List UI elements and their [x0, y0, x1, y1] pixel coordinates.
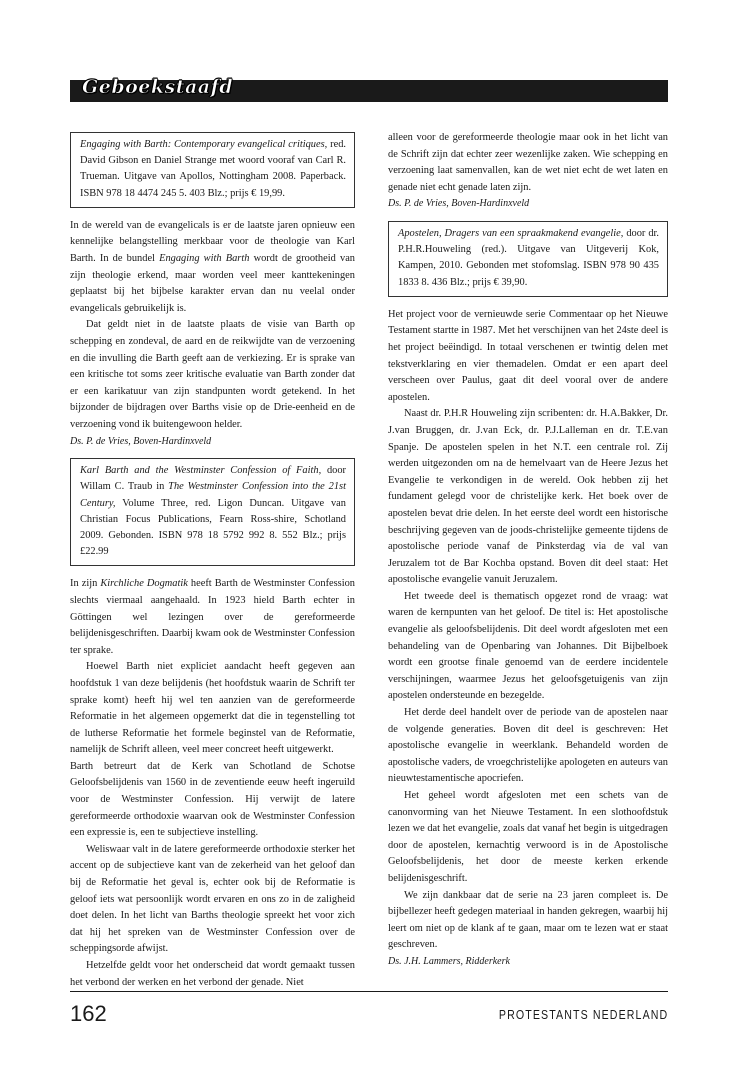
review1-paragraph: In de wereld van de evangelicals is er de laatste jaren opnieuw een kennelijke belangstelling merkbaar voor de theologie van Karl Barth. In de bundel Engaging with Barth wordt de grootheid van zijn theologie erkend, maar worden veel meer kanttekeningen geplaatst bij het bijbelse karakter ervan dan nu veelal onder evangelicals gebruikelijk is. [70, 219, 355, 314]
page-number: 162 [70, 1001, 107, 1026]
review2-paragraph: Hoewel Barth niet expliciet aandacht heeft gegeven aan hoofdstuk 1 van deze belijdenis (het hoofdstuk waarin de Schrift ter sprake komt) heeft hij wel ten aanzien van de gereformeerde Reformatie in het algemeen opgemerkt dat die in tegenstelling tot de lutherse Reformatie het formele beginstel van de Reformatie, namelijk de Schrift alleen, veel meer concreet heeft uitgewerkt. [70, 661, 355, 756]
right-column [388, 130, 668, 979]
review3-paragraph: Het tweede deel is thematisch opgezet rond de vraag: wat waren de kernpunten van het geloof. De titel is: Het apostolische evangelie als geloofsbelijdenis. Dit deel wordt afgesloten met een behandeling van de Openbaring van Johannes. Dit Bijbelboek wordt een grootse finale genoemd van de eerdere incidentele verschijningen, waarmee Jezus het geloofsgetuigenis van zijn apostelen ondersteunde en bezegelde. [388, 590, 668, 702]
review2-book-title: The Westminster Confession into the 21st Century, [80, 481, 346, 509]
section-title: Geboekstaafd [82, 76, 234, 98]
review2-paragraph: In zijn Kirchliche Dogmatik heeft Barth de Westminster Confession slechts viermaal aangehaald. In 1923 hield Barth echter in Göttingen wel lezingen over de gereformeerde belijdenisgeschriften. Daarbij kwam ook de Westminster Confession ter sprake. [70, 578, 356, 656]
review1-bibliographic-box [70, 132, 355, 208]
review1-signature: Ds. P. de Vries, Boven-Hardinxveld [70, 435, 212, 447]
review3-paragraph: Het project voor de vernieuwde serie Commentaar op het Nieuwe Testament startte in 1987. Met het verschijnen van het 24ste deel is het project beëindigd. In totaal verschenen er twintig delen met tekstverklaring en vier themadelen. Omdat er een apart deel verscheen over Paulus, gaat dit deel vooral over de andere apostelen. [388, 308, 668, 403]
footer-rule [70, 991, 668, 992]
review3-signature: Ds. J.H. Lammers, Ridderkerk [388, 955, 510, 967]
review1-paragraph: Dat geldt niet in de laatste plaats de visie van Barth op schepping en zondeval, de aard en de reikwijdte van de verzoening en die invulling die Barth geeft aan de verkiezing. Er is sprake van een kritische tot soms zeer kritische evaluatie van Barth zonder dat er een karikatuur van zijn standpunten wordt getekend. In het bijzonder de bijdragen over Barths visie op de Drie-eenheid en de verzoening vond ik buitengewoon helder. [70, 319, 355, 430]
review2-paragraph-continued: alleen voor de gereformeerde theologie maar ook in het licht van de Schrift zijn dat echter zeer wezenlijke zaken. Wie schepping en verzoening laat samenvallen, kan de wet niet echt de wet laten en genade niet echt genade laten zijn. [388, 132, 668, 193]
review2-signature: Ds. P. de Vries, Boven-Hardinxveld [388, 198, 530, 210]
review1-book-details: red. David Gibson en Daniel Strange met woord vooraf van Carl R. Trueman. Uitgave van Apollos, Nottingham 2008. Paperback. ISBN 978 18 4474 245 5. 403 Blz.; prijs € 19,99. [80, 139, 346, 199]
review2-article-title: Karl Barth and the Westminster Confession of Faith, [80, 465, 322, 477]
review2-paragraph: Barth betreurt dat de Kerk van Schotland de Schotse Geloofsbelijdenis van 1560 in de zeventiende eeuw heeft ingeruild voor de Westminster Confession. Hij verwijt de latere gereformeerde orthodoxie waarvan ook de Westminster Confession een expressie is, een te subjectieve instelling. [70, 760, 355, 839]
review3-paragraph: Het derde deel handelt over de periode van de apostelen naar de volgende generaties. Boven dit deel is geschreven: Het apostolische evangelie in weerklank. Behandeld worden de apostolische vaders, de vroegchristelijke apologeten en auteurs van nieuwtestamentische apocriefen. [388, 707, 668, 785]
review1-book-title: Engaging with Barth: Contemporary evangelical critiques, [80, 139, 328, 150]
review3-bibliographic-box [388, 221, 668, 297]
review3-book-title: Apostelen, Dragers van een spraakmakend evangelie, [398, 227, 624, 239]
review3-book-details: door dr. P.H.R.Houweling (red.). Uitgave van Uitgeverij Kok, Kampen, 2010. Gebonden met stofomslag. ISBN 978 90 435 1833 8. 436 Blz.; prijs € 39,90. [398, 227, 659, 288]
review2-paragraph: Hetzelfde geldt voor het onderscheid dat wordt gemaakt tussen het verbond der werken en het verbond der genade. Niet [70, 960, 355, 988]
review2-paragraph: Weliswaar valt in de latere gereformeerde orthodoxie sterker het accent op de subjectieve kant van de zekerheid van het geloof dan bij de Reformatie het geval is, echter ook bij de Reformatie is geloof iets wat persoonlijk wordt ervaren en ons zo in de zaligheid doet delen. In het licht van Barths theologie spreekt het voor zich dat hij het spreken van de Westminster Confession over de scheppingsorde afwijst. [70, 843, 355, 955]
left-column [70, 132, 355, 991]
review2-bibliographic-box: Karl Barth and the Westminster Confession of Faith, door Willam C. Traub in The Westminster Confession into the 21st Century, Volume Three, red. Ligon Duncan. Uitgave van Christian Focus Publications, Fearn Ross-shire, Schotland 2009. Gebonden. ISBN 978 18 5792 992 8. 552 Blz.; prijs £22.99 [70, 458, 355, 566]
review3-paragraph: Het geheel wordt afgesloten met een schets van de canonvorming van het Nieuwe Testament. In een slothoofdstuk lezen we dat het evangelie, zoals dat vanaf het begin is uitgedragen door de apostelen, kernachtig verwoord is in de Apostolische Geloofsbelijdenis, het door de meeste kerken erkende belijdenisgeschrift. [388, 790, 668, 884]
review3-paragraph: We zijn dankbaar dat de serie na 23 jaren compleet is. De bijbellezer heeft gedegen materiaal in handen gekregen, waarbij hij leert om niet op de klank af te gaan, maar om te lezen wat er staat geschreven. [388, 889, 668, 951]
publication-name: PROTESTANTS NEDERLAND [498, 1008, 668, 1022]
review3-paragraph: Naast dr. P.H.R Houweling zijn scribenten: dr. H.A.Bakker, Dr. J.van Bruggen, dr. J.van Eck, dr. P.J.Lalleman en dr. T.E.van Spanje. De apostelen spelen in het N.T. een centrale rol. Zij werden uitgezonden om na de hemelvaart van de Heere Jezus het Evangelie te verkondigen in de wereld. Ook hebben zij het fundament gelegd voor de christelijke kerk. Het boek over de apostelen bevat drie delen. In het eerste deel wordt een historische beschrijving gegeven van de joods-christelijke gemeente tijdens de apostolische periode vanaf de Pinksterdag via de val van Jeruzalem tot de Bar Kochba opstand. Boven dit deel staat: Het apostolische evangelie vanuit Jeruzalem. [388, 408, 668, 586]
